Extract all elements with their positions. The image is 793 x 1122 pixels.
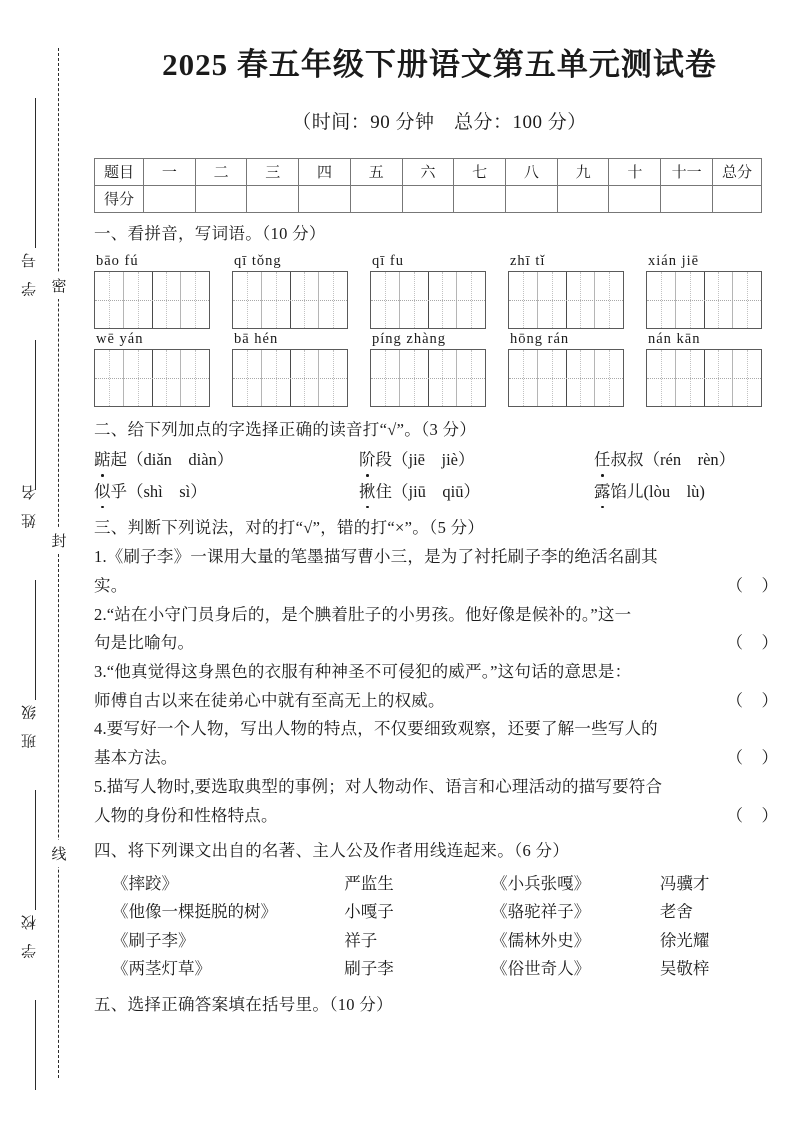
score-table-row-label: 题目 (95, 158, 144, 185)
answer-bracket[interactable]: （ ） (726, 575, 779, 595)
matching-row (94, 870, 779, 898)
paper-subtitle: （时间：90 分钟 总分：100 分） (292, 111, 587, 133)
score-table-header-cell: 八 (506, 158, 558, 185)
score-table-header-cell: 十一 (661, 158, 713, 185)
pronunciation-choices[interactable]: （rén rèn） (643, 450, 736, 470)
pinyin-label: bāo fú (96, 252, 139, 269)
seal-dashed-line (58, 48, 59, 1078)
writing-grid-midline (509, 300, 623, 301)
seal-word-mi: 密 (50, 272, 68, 299)
pronunciation-choices[interactable]: （diǎn diàn） (127, 450, 234, 470)
dotted-character: 任 (594, 447, 611, 473)
sealing-margin (0, 0, 86, 1122)
seal-solid-line-3 (35, 580, 36, 700)
writing-grid[interactable] (508, 349, 624, 407)
pinyin-label: xián jiē (648, 252, 700, 269)
score-table-wrap (86, 134, 793, 213)
writing-grid-midline (233, 300, 347, 301)
score-table-total-cell[interactable] (713, 185, 762, 212)
dotted-character: 似 (94, 479, 111, 505)
truefalse-text: 5.描写人物时,要选取典型的事例；对人物动作、语言和心理活动的描写要符合 (94, 776, 663, 796)
section-heading-1: 一、看拼音，写词语。（10 分） (94, 223, 326, 243)
matching-item[interactable]: 《他像一棵挺脱的树》 (112, 902, 277, 922)
truefalse-line (86, 658, 793, 687)
score-table-row (95, 185, 762, 212)
writing-grid-midline (509, 378, 623, 379)
pronunciation-row (86, 444, 793, 476)
pinyin-cell (646, 331, 762, 407)
score-table-header-cell: 五 (350, 158, 402, 185)
answer-bracket[interactable]: （ ） (726, 805, 779, 825)
pinyin-cell (508, 253, 624, 329)
seal-field-banji: 班 级 (22, 700, 38, 749)
pinyin-cell (508, 331, 624, 407)
pinyin-label: qī tǒng (234, 252, 282, 269)
dotted-character: 露 (594, 479, 611, 505)
dotted-character: 揪 (359, 479, 376, 505)
dotted-character: 阶 (359, 447, 376, 473)
word-rest: 起 (110, 450, 127, 470)
score-table-header-cell: 二 (195, 158, 247, 185)
writing-grid-midline (647, 378, 761, 379)
seal-field-xingming: 姓 名 (22, 480, 38, 529)
pinyin-label: nán kān (648, 330, 701, 347)
answer-bracket[interactable]: （ ） (726, 748, 779, 768)
writing-grid-midline (647, 300, 761, 301)
writing-grid-midline (95, 300, 209, 301)
truefalse-line (86, 802, 793, 831)
truefalse-line (86, 773, 793, 802)
seal-solid-line-1 (35, 98, 36, 248)
pronunciation-item[interactable] (594, 447, 735, 473)
section-heading-4: 四、将下列课文出自的名著、主人公及作者用线连起来。（6 分） (94, 841, 570, 861)
pronunciation-choices[interactable]: （jiū qiū） (392, 481, 481, 501)
score-table-header-cell: 六 (402, 158, 454, 185)
matching-item[interactable]: 《摔跤》 (112, 874, 178, 894)
writing-grid-midline (371, 378, 485, 379)
page-title: 2025 春五年级下册语文第五单元测试卷 (162, 47, 717, 82)
score-table-value-cell[interactable] (247, 185, 299, 212)
writing-grid[interactable] (232, 271, 348, 329)
pinyin-label: bā hén (234, 330, 279, 347)
truefalse-text: 句是比喻句。 (94, 633, 195, 653)
pinyin-writing-area (86, 249, 793, 407)
matching-area (86, 866, 793, 984)
truefalse-text: 3.“他真觉得这身黑色的衣服有种神圣不可侵犯的威严。”这句话的意思是： (94, 662, 632, 681)
section-heading-3: 三、判断下列说法，对的打“√”，错的打“×”。（5 分） (94, 518, 485, 538)
matching-row (94, 927, 779, 955)
score-table-total-header: 总分 (713, 158, 762, 185)
score-table-header-cell: 一 (144, 158, 196, 185)
pinyin-label: wē yán (96, 330, 144, 347)
writing-grid[interactable] (94, 349, 210, 407)
seal-solid-line-2 (35, 340, 36, 490)
score-table-header-cell: 九 (557, 158, 609, 185)
truefalse-line (86, 572, 793, 601)
pinyin-cell (646, 253, 762, 329)
pinyin-label: hōng rán (510, 330, 570, 347)
pronunciation-item[interactable] (94, 479, 359, 505)
score-table-value-cell[interactable] (454, 185, 506, 212)
truefalse-text: 2.“站在小守门员身后的，是个腆着肚子的小男孩。他好像是候补的。”这一 (94, 604, 632, 624)
writing-grid-midline (95, 378, 209, 379)
truefalse-line (86, 601, 793, 630)
pronunciation-item[interactable] (594, 479, 705, 505)
word-rest: 段 (375, 450, 392, 470)
pinyin-cell (232, 253, 348, 329)
seal-solid-line-4 (35, 790, 36, 910)
seal-solid-line-5 (35, 1000, 36, 1090)
matching-item[interactable]: 《骆驼祥子》 (491, 902, 591, 922)
score-table-value-cell[interactable] (506, 185, 558, 212)
writing-grid[interactable] (370, 349, 486, 407)
score-table-header-cell: 七 (454, 158, 506, 185)
pinyin-cell (94, 253, 210, 329)
writing-grid-midline (233, 378, 347, 379)
truefalse-area (86, 543, 793, 830)
matching-item[interactable]: 小嘎子 (344, 902, 394, 922)
score-table-value-cell[interactable] (661, 185, 713, 212)
word-rest: 乎 (110, 481, 127, 501)
matching-item[interactable]: 徐光耀 (659, 930, 710, 950)
truefalse-text: 实。 (94, 575, 128, 595)
word-rest: 馅儿 (610, 481, 644, 501)
truefalse-line (86, 629, 793, 658)
pronunciation-item[interactable] (359, 479, 594, 505)
matching-item[interactable]: 严监生 (344, 874, 394, 894)
truefalse-line (86, 744, 793, 773)
writing-grid[interactable] (370, 271, 486, 329)
matching-item[interactable]: 老舍 (659, 902, 693, 922)
pinyin-label: píng zhàng (372, 330, 447, 347)
truefalse-text: 基本方法。 (94, 748, 178, 768)
matching-item[interactable]: 《儒林外史》 (491, 930, 591, 950)
pinyin-row (94, 253, 785, 329)
pronunciation-choice-area (86, 444, 793, 507)
pinyin-cell (232, 331, 348, 407)
matching-item[interactable]: 吴敬梓 (659, 959, 710, 979)
section-heading-2: 二、给下列加点的字选择正确的读音打“√”。（3 分） (94, 419, 477, 439)
pinyin-label: zhī tǐ (510, 252, 546, 269)
writing-grid[interactable] (508, 271, 624, 329)
matching-item[interactable]: 《两茎灯草》 (112, 959, 211, 979)
pinyin-cell (370, 331, 486, 407)
writing-grid-midline (371, 300, 485, 301)
pinyin-row (94, 331, 785, 407)
truefalse-line (86, 543, 793, 572)
score-table-value-cell[interactable] (195, 185, 247, 212)
seal-field-xuehao: 学 号 (22, 248, 38, 297)
seal-field-xuexiao: 学 校 (22, 910, 38, 959)
truefalse-text: 1.《刷子李》一课用大量的笔墨描写曹小三，是为了衬托刷子李的绝活名副其 (94, 547, 658, 567)
matching-item[interactable]: 祥子 (344, 930, 378, 950)
score-table-value-cell[interactable] (557, 185, 609, 212)
pronunciation-choices[interactable]: （shì sì） (127, 481, 207, 501)
truefalse-text: 4.要写好一个人物，写出人物的特点，不仅要细致观察，还要了解一些写人的 (94, 719, 658, 739)
section-heading-5: 五、选择正确答案填在括号里。（10 分） (94, 994, 393, 1014)
truefalse-line (86, 715, 793, 744)
word-rest: 叔叔 (610, 450, 644, 470)
truefalse-line (86, 687, 793, 716)
seal-word-feng: 封 (50, 527, 68, 554)
score-table (94, 158, 762, 213)
truefalse-text: 师傅自古以来在徒弟心中就有至高无上的权威。 (94, 690, 445, 710)
pinyin-label: qī fu (372, 252, 404, 269)
score-table-value-cell[interactable] (402, 185, 454, 212)
writing-grid[interactable] (232, 349, 348, 407)
matching-item[interactable]: 刷子李 (344, 959, 394, 979)
pronunciation-choices[interactable]: (lòu lù) (643, 481, 705, 501)
answer-bracket[interactable]: （ ） (726, 633, 779, 653)
matching-row (94, 898, 779, 926)
matching-row (94, 955, 779, 983)
score-table-row (95, 158, 762, 185)
score-table-header-cell: 三 (247, 158, 299, 185)
writing-grid[interactable] (646, 349, 762, 407)
matching-item[interactable]: 《小兵张嘎》 (491, 874, 591, 894)
answer-bracket[interactable]: （ ） (726, 690, 779, 710)
matching-item[interactable]: 冯骥才 (659, 874, 710, 894)
score-table-header-cell: 十 (609, 158, 661, 185)
matching-item[interactable]: 《刷子李》 (112, 930, 195, 950)
pronunciation-row (86, 476, 793, 508)
score-table-value-cell[interactable] (609, 185, 661, 212)
writing-grid[interactable] (646, 271, 762, 329)
word-rest: 住 (375, 481, 392, 501)
truefalse-text: 人物的身份和性格特点。 (94, 805, 278, 825)
pinyin-cell (370, 253, 486, 329)
writing-grid[interactable] (94, 271, 210, 329)
pronunciation-item[interactable] (359, 447, 594, 473)
pinyin-cell (94, 331, 210, 407)
matching-item[interactable]: 《俗世奇人》 (491, 959, 591, 979)
pronunciation-choices[interactable]: （jiē jiè） (392, 450, 475, 470)
seal-word-xian: 线 (50, 840, 68, 867)
score-table-header-cell: 四 (299, 158, 351, 185)
score-table-row-label: 得分 (95, 185, 144, 212)
pronunciation-item[interactable] (94, 447, 359, 473)
dotted-character: 踮 (94, 447, 111, 473)
score-table-value-cell[interactable] (299, 185, 351, 212)
score-table-value-cell[interactable] (144, 185, 196, 212)
paper-content (86, 0, 793, 1122)
score-table-value-cell[interactable] (350, 185, 402, 212)
